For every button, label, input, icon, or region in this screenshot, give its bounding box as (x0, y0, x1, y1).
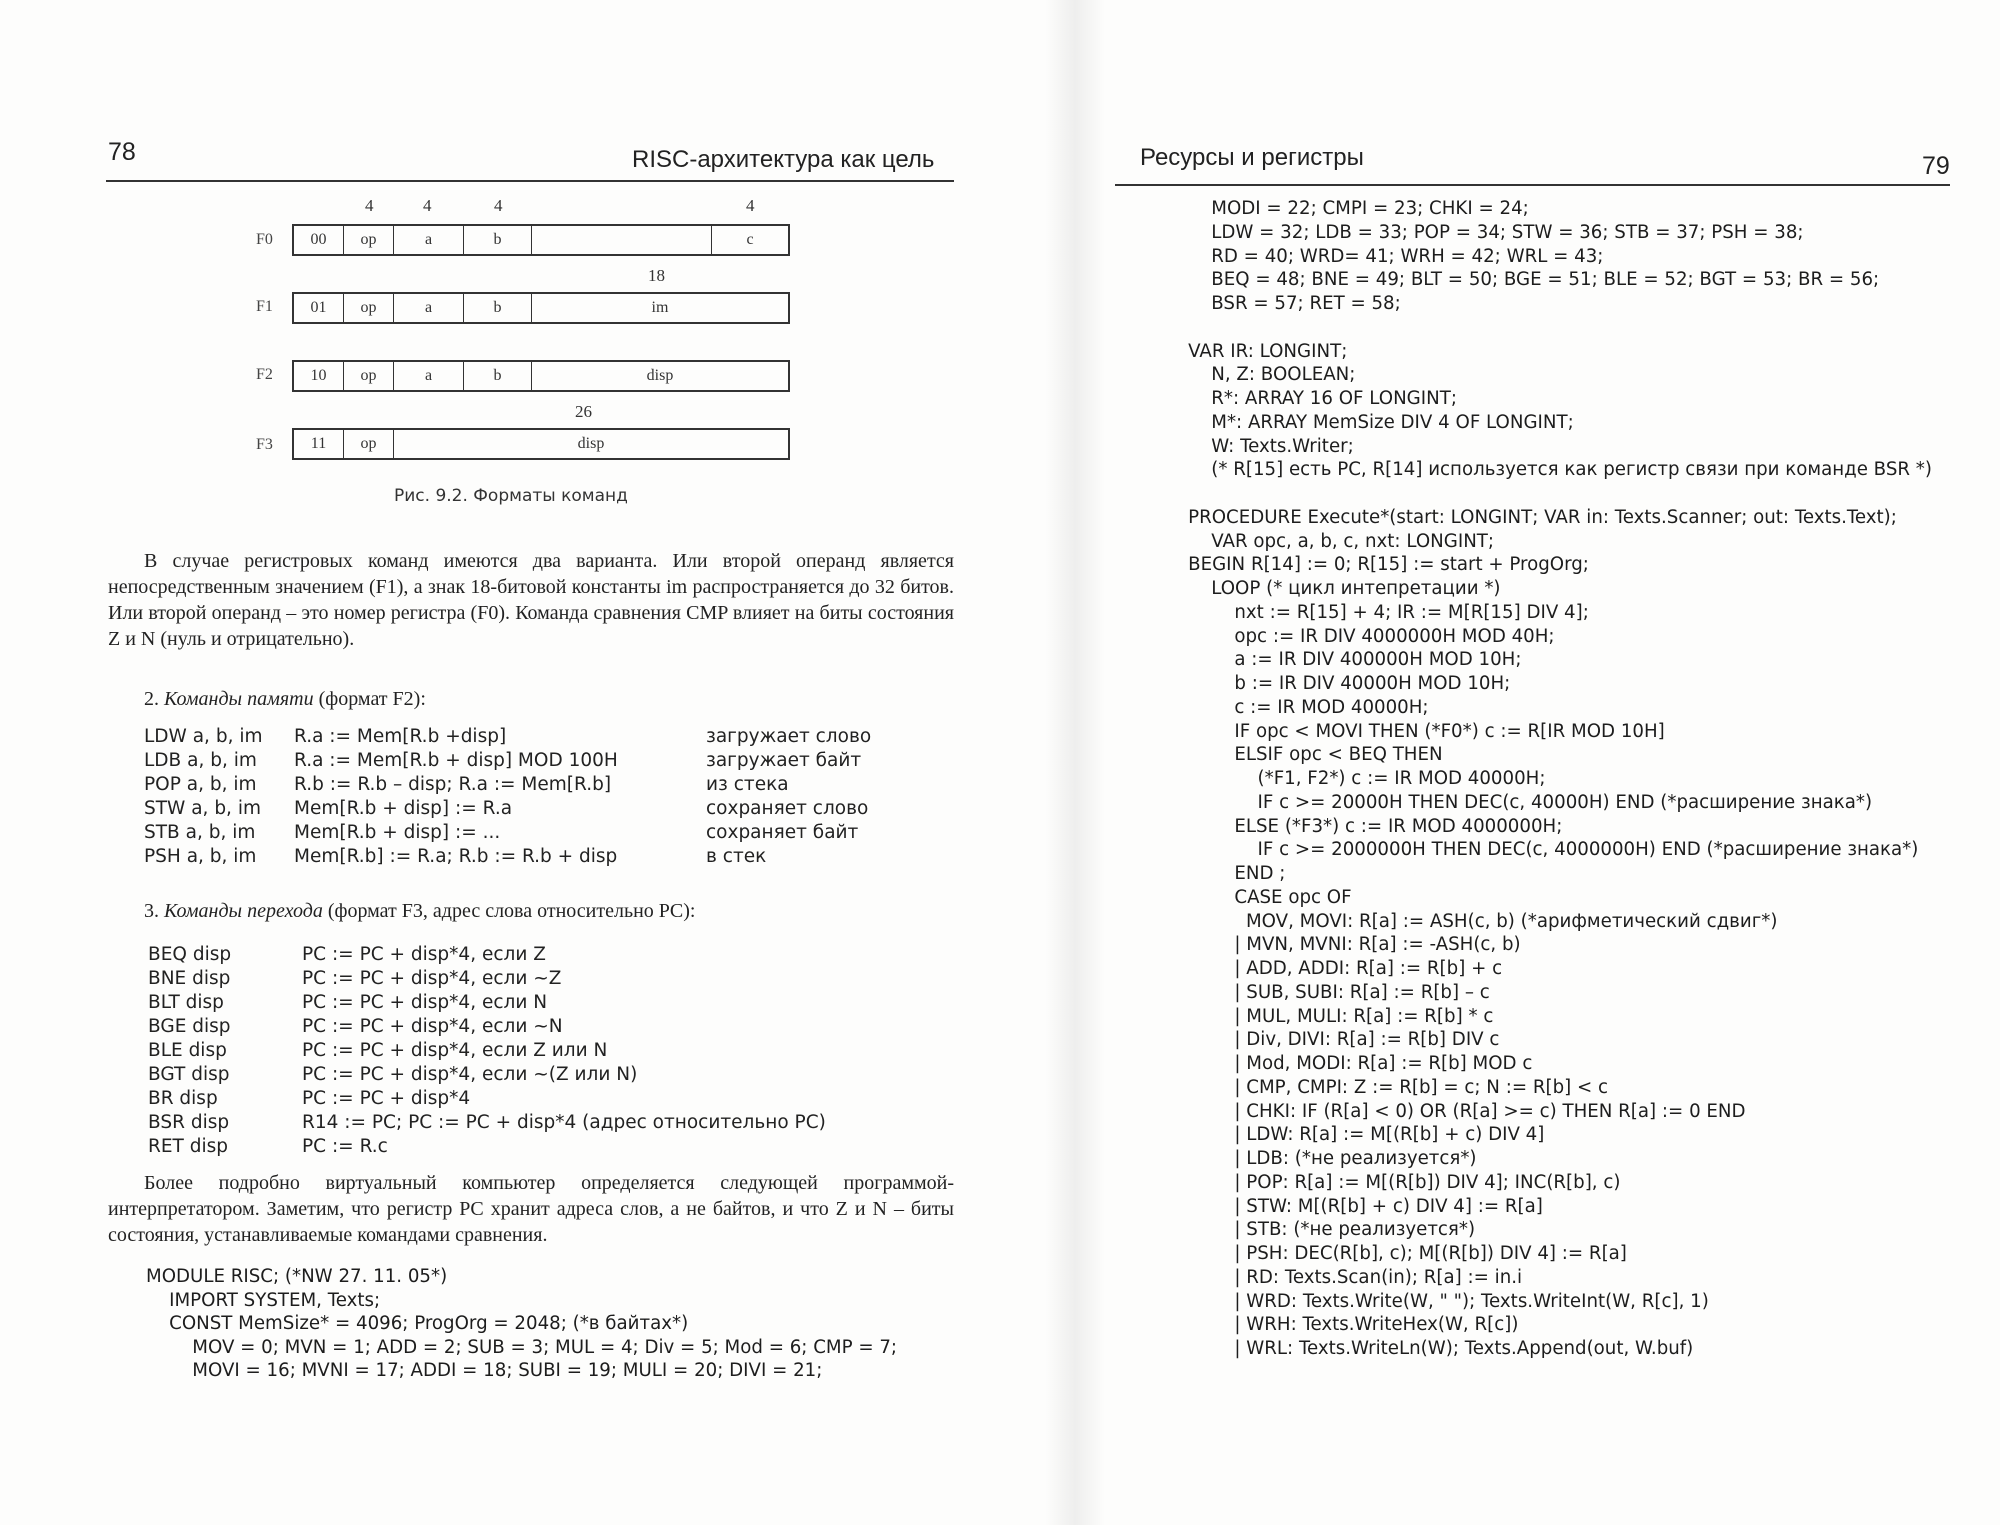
code-line: a := IR DIV 400000H MOD 10H; (1165, 649, 1522, 671)
cell-operation: PC := R.c (302, 1136, 388, 1157)
table-row (144, 798, 944, 822)
bits-op: 4 (365, 196, 374, 215)
code-line: IF c >= 20000H THEN DEC(c, 40000H) END (*расширение знака*) (1165, 791, 1873, 813)
format-label-f1: F1 (256, 298, 273, 315)
cell-description: загружает байт (706, 750, 862, 771)
code-line: | Div, DIVI: R[a] := R[b] DIV c (1165, 1029, 1500, 1051)
cell-operation: PC := PC + disp*4, если Z (302, 944, 546, 965)
code-line: LDW = 32; LDB = 33; POP = 34; STW = 36; STB = 37; PSH = 38; (1165, 221, 1804, 243)
cell-operation: PC := PC + disp*4, если ~(Z или N) (302, 1064, 638, 1085)
field-b: b (464, 294, 532, 322)
paragraph-register-commands (108, 548, 954, 652)
code-line: | STB: (*не реализуется*) (1165, 1219, 1476, 1241)
table-row (148, 992, 948, 1016)
cell-instruction: STB a, b, im (144, 822, 256, 843)
field-cond: 11 (294, 430, 344, 458)
cell-instruction: BEQ disp (148, 944, 232, 965)
code-line: c := IR MOD 40000H; (1165, 696, 1429, 718)
code-line: | WRD: Texts.Write(W, " "); Texts.WriteInt(W, R[c], 1) (1165, 1290, 1709, 1312)
cell-instruction: POP a, b, im (144, 774, 257, 795)
code-line: MODI = 22; CMPI = 23; CHKI = 24; (1165, 198, 1529, 219)
code-line: nxt := R[15] + 4; IR := M[R[15] DIV 4]; (1165, 601, 1589, 623)
table-row (144, 750, 944, 774)
cell-operation: PC := PC + disp*4, если ~Z (302, 968, 562, 989)
code-line: R*: ARRAY 16 OF LONGINT; (1165, 388, 1457, 409)
code-line: | MVN, MVNI: R[a] := -ASH(c, b) (1165, 934, 1521, 956)
heading-number: 2. (144, 688, 159, 710)
code-line: | LDW: R[a] := M[(R[b] + c) DIV 4] (1165, 1124, 1545, 1146)
right-running-head: Ресурсы и регистры (1140, 144, 1364, 171)
code-line: MOV = 0; MVN = 1; ADD = 2; SUB = 3; MUL = 4; Div = 5; Mod = 6; CMP = 7; (146, 1336, 898, 1358)
format-label-f0: F0 (256, 231, 273, 248)
bits-im: 18 (648, 266, 665, 285)
branch-commands-table (148, 944, 948, 1160)
field-b: b (464, 226, 532, 254)
branch-commands-heading (144, 900, 695, 923)
format-label-f3: F3 (256, 436, 273, 453)
left-header-rule (106, 180, 954, 182)
cell-description: сохраняет слово (706, 798, 869, 819)
table-row (148, 1088, 948, 1112)
table-row (148, 968, 948, 992)
field-cond: 01 (294, 294, 344, 322)
format-row-f3 (292, 428, 790, 460)
bits-b: 4 (494, 196, 503, 215)
cell-description: загружает слово (706, 726, 872, 747)
left-page-number: 78 (108, 138, 136, 166)
field-op: op (344, 294, 394, 322)
code-line: | STW: M[(R[b] + c) DIV 4] := R[a] (1165, 1195, 1543, 1217)
code-line: | WRH: Texts.WriteHex(W, R[c]) (1165, 1314, 1519, 1336)
code-line: (*F1, F2*) c := IR MOD 40000H; (1165, 768, 1546, 789)
field-c: c (746, 231, 754, 248)
table-row (148, 1064, 948, 1088)
format-row-f0 (292, 224, 790, 256)
code-line: ELSE (*F3*) c := IR MOD 4000000H; (1165, 815, 1563, 837)
code-line: IF c >= 2000000H THEN DEC(c, 4000000H) END (*расширение знака*) (1165, 839, 1919, 861)
code-line: N, Z: BOOLEAN; (1165, 364, 1356, 386)
cell-instruction: LDB a, b, im (144, 750, 257, 771)
cell-operation: R14 := PC; PC := PC + disp*4 (адрес относительно PC) (302, 1112, 826, 1133)
code-line: | Mod, MODI: R[a] := R[b] MOD c (1165, 1053, 1533, 1074)
paragraph-text: В случае регистровых команд имеются два варианта. Или второй операнд является непосредственным значением (F1), а знак 18-битовой константы im распространяется до 32 битов. Или второй операнд – это номер регистра (F0). Команда сравнения CMP влияет на биты состояния Z и N (нуль и отрицательно). (108, 550, 954, 650)
field-disp: disp (646, 367, 674, 384)
field-op: op (344, 430, 394, 458)
cell-instruction: BGT disp (148, 1064, 230, 1085)
code-listing-right (1165, 198, 1932, 1362)
table-row (144, 726, 944, 750)
cell-instruction: BR disp (148, 1088, 218, 1109)
code-line: | ADD, ADDI: R[a] := R[b] + c (1165, 958, 1503, 979)
field-im: im (651, 299, 669, 316)
code-line: | LDB: (*не реализуется*) (1165, 1148, 1477, 1169)
code-line: PROCEDURE Execute*(start: LONGINT; VAR in: Texts.Scanner; out: Texts.Text); (1165, 506, 1897, 528)
code-line: | PSH: DEC(R[b], c); M[(R[b]) DIV 4] := R[a] (1165, 1243, 1627, 1264)
heading-note: (формат F2): (318, 688, 426, 710)
cell-instruction: STW a, b, im (144, 798, 261, 819)
code-line: MOV, MOVI: R[a] := ASH(c, b) (*арифметический сдвиг*) (1165, 910, 1778, 932)
code-line (1165, 317, 1932, 341)
code-line: CONST MemSize* = 4096; ProgOrg = 2048; (*в байтах*) (146, 1313, 689, 1335)
field-disp: disp (577, 435, 605, 452)
code-line: MOVI = 16; MVNI = 17; ADDI = 18; SUBI = 19; MULI = 20; DIVI = 21; (146, 1360, 823, 1382)
code-listing-left (146, 1266, 897, 1384)
code-line: IMPORT SYSTEM, Texts; (146, 1289, 381, 1311)
cell-instruction: BGE disp (148, 1016, 231, 1037)
cell-description: сохраняет байт (706, 822, 859, 843)
field-a: a (394, 362, 464, 390)
cell-description: в стек (706, 846, 767, 867)
field-cond: 10 (294, 362, 344, 390)
code-line: ELSIF opc < BEQ THEN (1165, 744, 1443, 766)
cell-operation: R.a := Mem[R.b + disp] MOD 100H (294, 750, 618, 771)
cell-instruction: BSR disp (148, 1112, 230, 1133)
cell-instruction: BLT disp (148, 992, 224, 1013)
table-row (148, 1016, 948, 1040)
cell-instruction: BNE disp (148, 968, 231, 989)
table-row (148, 1112, 948, 1136)
table-row (148, 944, 948, 968)
cell-operation: Mem[R.b + disp] := R.a (294, 798, 513, 819)
heading-title: Команды памяти (164, 688, 314, 710)
code-line: M*: ARRAY MemSize DIV 4 OF LONGINT; (1165, 411, 1574, 433)
code-line: RD = 40; WRD= 41; WRH = 42; WRL = 43; (1165, 245, 1604, 267)
code-line: CASE opc OF (1165, 886, 1352, 908)
cell-instruction: LDW a, b, im (144, 726, 263, 747)
field-b: b (464, 362, 532, 390)
field-unused (532, 226, 712, 254)
table-row (144, 846, 944, 870)
code-line: BEGIN R[14] := 0; R[15] := start + ProgOrg; (1165, 554, 1589, 576)
book-gutter (1045, 0, 1105, 1525)
field-a: a (394, 294, 464, 322)
code-line: IF opc < MOVI THEN (*F0*) c := R[IR MOD 10H] (1165, 720, 1665, 742)
table-row (148, 1040, 948, 1064)
field-cond: 00 (294, 226, 344, 254)
bits-a: 4 (423, 196, 432, 215)
code-line: b := IR DIV 40000H MOD 10H; (1165, 673, 1511, 694)
code-line (1165, 483, 1932, 507)
bits-disp: 26 (575, 402, 592, 421)
heading-title: Команды перехода (164, 900, 323, 922)
code-line: | RD: Texts.Scan(in); R[a] := in.i (1165, 1266, 1523, 1288)
cell-operation: Mem[R.b] := R.a; R.b := R.b + disp (294, 846, 618, 867)
cell-operation: R.b := R.b – disp; R.a := Mem[R.b] (294, 774, 612, 795)
code-line: | CMP, CMPI: Z := R[b] = c; N := R[b] < c (1165, 1076, 1609, 1098)
code-line: BSR = 57; RET = 58; (1165, 293, 1401, 314)
field-a: a (394, 226, 464, 254)
code-line: | POP: R[a] := M[(R[b]) DIV 4]; INC(R[b], c) (1165, 1171, 1621, 1193)
right-page-number: 79 (1922, 152, 1950, 180)
code-line: LOOP (* цикл интепретации *) (1165, 578, 1501, 599)
table-row (144, 822, 944, 846)
heading-number: 3. (144, 900, 159, 922)
table-row (148, 1136, 948, 1160)
cell-operation: Mem[R.b + disp] := ... (294, 822, 501, 843)
cell-operation: PC := PC + disp*4, если ~N (302, 1016, 563, 1037)
cell-instruction: BLE disp (148, 1040, 227, 1061)
field-op: op (344, 362, 394, 390)
table-row (144, 774, 944, 798)
cell-operation: PC := PC + disp*4, если Z или N (302, 1040, 608, 1061)
cell-description: из стека (706, 774, 789, 795)
figure-caption: Рис. 9.2. Форматы команд (394, 486, 628, 506)
paragraph-text: Более подробно виртуальный компьютер определяется следующей программой-интерпретатором. Заметим, что регистр PC хранит адреса слов, а не байтов, и что Z и N – биты состояния, устанавливаемые командами сравнения. (108, 1172, 954, 1246)
code-line: W: Texts.Writer; (1165, 435, 1354, 457)
format-row-f2 (292, 360, 790, 392)
code-line: | CHKI: IF (R[a] < 0) OR (R[a] >= c) THEN R[a] := 0 END (1165, 1100, 1746, 1122)
code-line: VAR IR: LONGINT; (1165, 340, 1348, 362)
cell-instruction: RET disp (148, 1136, 228, 1157)
heading-note: (формат F3, адрес слова относительно PC): (327, 900, 696, 922)
cell-operation: PC := PC + disp*4, если N (302, 992, 548, 1013)
code-line: | MUL, MULI: R[a] := R[b] * c (1165, 1005, 1494, 1027)
right-header-rule (1115, 184, 1950, 186)
code-line: VAR opc, a, b, c, nxt: LONGINT; (1165, 530, 1495, 552)
memory-commands-heading (144, 688, 426, 711)
left-running-head: RISC-архитектура как цель (632, 146, 935, 173)
cell-instruction: PSH a, b, im (144, 846, 257, 867)
code-line: MODULE RISC; (*NW 27. 11. 05*) (146, 1266, 448, 1287)
code-line: opc := IR DIV 4000000H MOD 40H; (1165, 625, 1555, 647)
bits-c: 4 (746, 196, 755, 215)
code-line: (* R[15] есть PC, R[14] используется как регистр связи при команде BSR *) (1165, 459, 1932, 481)
format-label-f2: F2 (256, 366, 273, 383)
cell-operation: R.a := Mem[R.b +disp] (294, 726, 507, 747)
memory-commands-table (144, 726, 944, 870)
code-line: BEQ = 48; BNE = 49; BLT = 50; BGE = 51; BLE = 52; BGT = 53; BR = 56; (1165, 269, 1880, 291)
code-line: | SUB, SUBI: R[a] := R[b] – c (1165, 981, 1490, 1003)
cell-operation: PC := PC + disp*4 (302, 1088, 471, 1109)
format-row-f1 (292, 292, 790, 324)
code-line: | WRL: Texts.WriteLn(W); Texts.Append(out, W.buf) (1165, 1338, 1694, 1359)
field-op: op (344, 226, 394, 254)
paragraph-interpreter (108, 1170, 954, 1248)
code-line: END ; (1165, 863, 1286, 884)
